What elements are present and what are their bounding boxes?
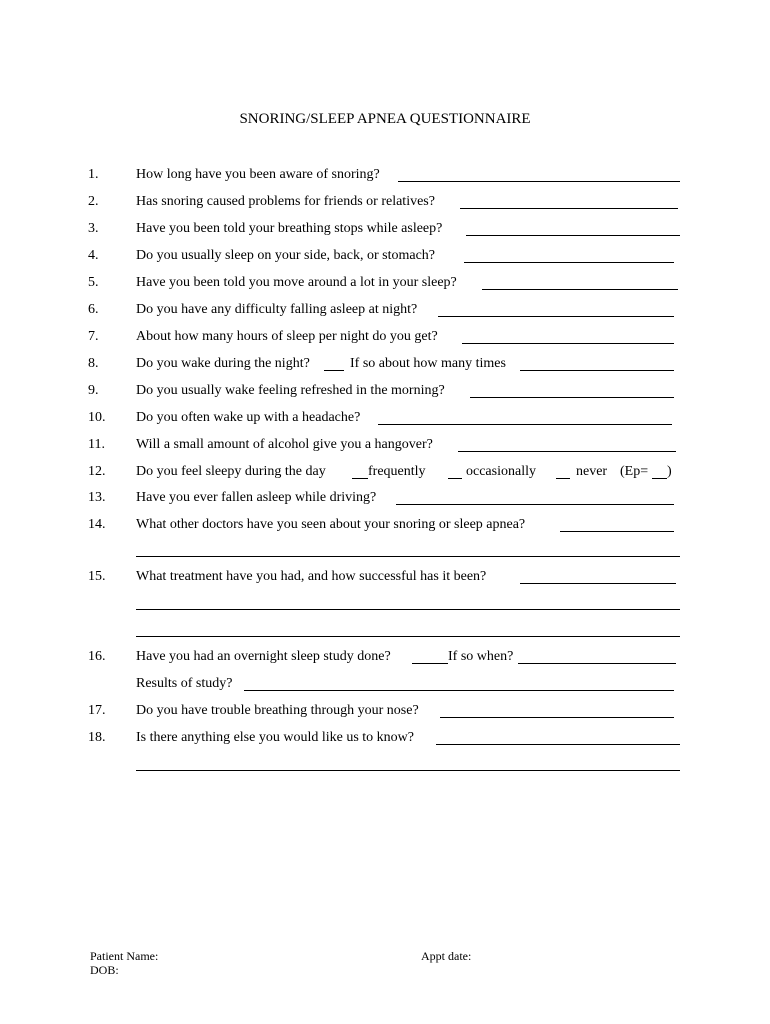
option-never: never [576,464,608,479]
answer-field[interactable] [398,181,680,182]
answer-line[interactable] [136,770,680,771]
answer-field[interactable] [520,583,676,584]
sleep-study-answer-field[interactable] [412,663,448,664]
question-text: Have you been told you move around a lot in your sleep? [136,275,457,290]
question-number: 9. [88,383,99,398]
question-number: 6. [88,302,99,317]
question-text-followup: If so about how many times [350,356,506,371]
patient-name-label: Patient Name: [90,949,159,963]
when-answer-field[interactable] [518,663,676,664]
dob-label: DOB: [90,963,119,977]
answer-line[interactable] [136,609,680,610]
question-text: Do you have any difficulty falling asleep at night? [136,302,418,317]
question-number: 4. [88,248,99,263]
answer-field[interactable] [440,717,674,718]
question-number: 16. [88,649,106,664]
question-10 [88,408,680,428]
question-text: Is there anything else you would like us to know? [136,730,415,745]
question-text: Will a small amount of alcohol give you a hangover? [136,437,433,452]
question-number: 11. [88,437,105,452]
results-answer-field[interactable] [244,690,674,691]
answer-field[interactable] [378,424,672,425]
epworth-score-field[interactable] [652,478,667,479]
answer-field[interactable] [470,397,674,398]
question-17 [88,701,680,721]
option-occasionally: occasionally [466,464,536,479]
question-number: 18. [88,730,106,745]
question-text: Has snoring caused problems for friends or relatives? [136,194,435,209]
question-5 [88,273,680,293]
answer-line[interactable] [136,556,680,557]
question-15 [88,567,680,587]
answer-field[interactable] [464,262,674,263]
epworth-label: (Ep= [620,464,649,479]
question-14 [88,515,680,535]
question-number: 14. [88,517,106,532]
question-text: Have you been told your breathing stops while asleep? [136,221,443,236]
question-16-results [88,674,680,694]
question-number: 17. [88,703,106,718]
question-text: What other doctors have you seen about your snoring or sleep apnea? [136,517,526,532]
question-number: 8. [88,356,99,371]
question-text: About how many hours of sleep per night do you get? [136,329,438,344]
answer-field[interactable] [460,208,678,209]
question-text: Do you wake during the night? [136,356,310,371]
question-number: 15. [88,569,106,584]
question-11 [88,435,680,455]
question-16 [88,647,680,667]
question-number: 10. [88,410,106,425]
occasionally-checkbox[interactable] [448,478,462,479]
page-title: SNORING/SLEEP APNEA QUESTIONNAIRE [239,111,531,127]
answer-line[interactable] [136,636,680,637]
question-number: 2. [88,194,99,209]
question-number: 5. [88,275,99,290]
option-frequently: frequently [368,464,426,479]
question-text: Have you had an overnight sleep study done? [136,649,391,664]
answer-field[interactable] [560,531,674,532]
frequently-checkbox[interactable] [352,478,368,479]
answer-field[interactable] [482,289,678,290]
question-7 [88,327,680,347]
question-text: Results of study? [136,676,233,691]
question-text: Do you feel sleepy during the day [136,464,326,479]
question-number: 13. [88,490,106,505]
question-text: Do you often wake up with a headache? [136,410,361,425]
question-number: 7. [88,329,99,344]
answer-field[interactable] [396,504,674,505]
answer-field[interactable] [438,316,674,317]
question-18 [88,728,680,748]
question-6 [88,300,680,320]
answer-field[interactable] [436,744,680,745]
question-text: How long have you been aware of snoring? [136,167,380,182]
question-text-followup: If so when? [448,649,514,664]
question-number: 3. [88,221,99,236]
answer-field[interactable] [458,451,676,452]
question-12 [88,462,680,482]
never-checkbox[interactable] [556,478,570,479]
question-text: What treatment have you had, and how successful has it been? [136,569,487,584]
question-3 [88,219,680,239]
question-2 [88,192,680,212]
answer-field[interactable] [466,235,680,236]
answer-field[interactable] [462,343,674,344]
question-13 [88,488,680,508]
question-text: Do you have trouble breathing through your nose? [136,703,419,718]
question-text: Do you usually sleep on your side, back, or stomach? [136,248,435,263]
question-number: 12. [88,464,106,479]
epworth-close: ) [667,464,672,479]
question-1 [88,165,680,185]
wake-answer-field[interactable] [324,370,344,371]
times-answer-field[interactable] [520,370,674,371]
appt-date-label: Appt date: [421,949,472,963]
question-text: Have you ever fallen asleep while driving? [136,490,377,505]
question-number: 1. [88,167,99,182]
question-9 [88,381,680,401]
question-8 [88,354,680,374]
question-4 [88,246,680,266]
question-text: Do you usually wake feeling refreshed in the morning? [136,383,445,398]
